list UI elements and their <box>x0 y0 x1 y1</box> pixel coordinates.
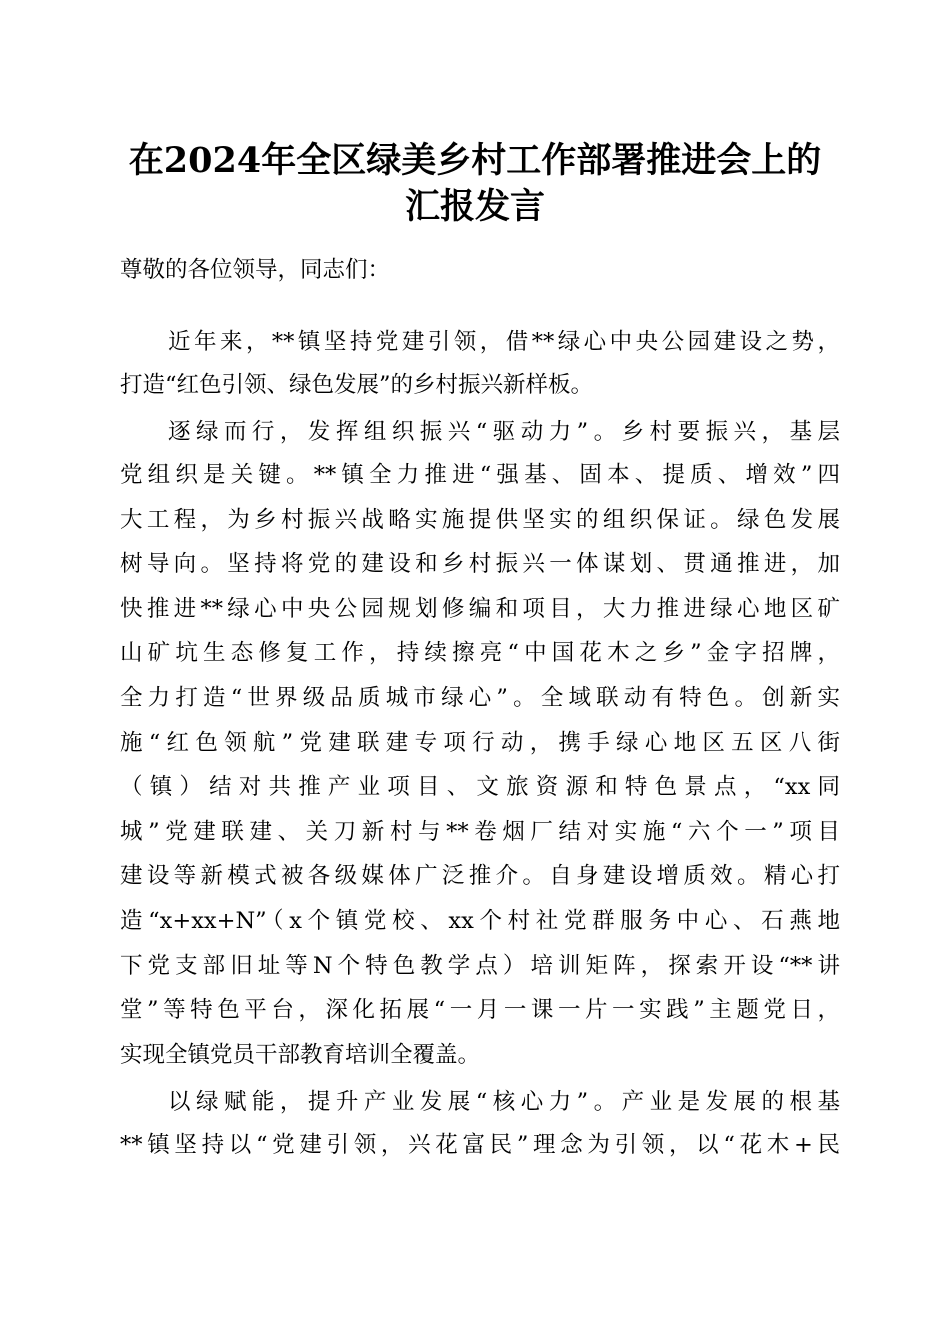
paragraph-1-line: 打造“红色引领、绿色发展”的乡村振兴新样板。 <box>120 372 594 398</box>
paragraph-2-line: 快推进**绿心中央公园规划修编和项目，大力推进绿心地区矿 <box>120 596 840 622</box>
paragraph-2-line: 党组织是关键。**镇全力推进“强基、固本、提质、增效”四 <box>120 462 840 488</box>
paragraph-3-line: **镇坚持以“党建引领，兴花富民”理念为引领，以“花木+民 <box>120 1132 840 1158</box>
paragraph-2-line: 下党支部旧址等N个特色教学点）培训矩阵，探索开设“**讲 <box>120 953 840 979</box>
paragraph-2-line: 造“x+xx+N”（x个镇党校、xx个村社党群服务中心、石燕地 <box>120 908 840 934</box>
paragraph-2-line: 堂”等特色平台，深化拓展“一月一课一片一实践”主题党日， <box>120 997 840 1023</box>
document-title-line-1: 在2024年全区绿美乡村工作部署推进会上的 <box>128 140 822 181</box>
paragraph-3-line: 以绿赋能，提升产业发展“核心力”。产业是发展的根基 <box>168 1089 840 1115</box>
paragraph-2-line: 实现全镇党员干部教育培训全覆盖。 <box>120 1042 481 1068</box>
salutation: 尊敬的各位领导，同志们： <box>120 257 391 283</box>
paragraph-2-line: 施“红色领航”党建联建专项行动，携手绿心地区五区八街 <box>120 730 840 756</box>
paragraph-2-line: （镇）结对共推产业项目、文旅资源和特色景点，“xx同 <box>120 774 840 800</box>
paragraph-1-line: 近年来，**镇坚持党建引领，借**绿心中央公园建设之势， <box>168 329 840 355</box>
paragraph-2-line: 全力打造“世界级品质城市绿心”。全域联动有特色。创新实 <box>120 685 840 711</box>
document-title-line-2: 汇报发言 <box>404 186 545 227</box>
paragraph-2-line: 大工程，为乡村振兴战略实施提供坚实的组织保证。绿色发展 <box>120 507 840 533</box>
paragraph-2-line: 城”党建联建、关刀新村与**卷烟厂结对实施“六个一”项目 <box>120 819 840 845</box>
paragraph-2-line: 逐绿而行，发挥组织振兴“驱动力”。乡村要振兴，基层 <box>168 419 840 445</box>
paragraph-2-line: 山矿坑生态修复工作，持续擦亮“中国花木之乡”金字招牌， <box>120 640 840 666</box>
paragraph-2-line: 建设等新模式被各级媒体广泛推介。自身建设增质效。精心打 <box>120 863 840 889</box>
paragraph-2-line: 树导向。坚持将党的建设和乡村振兴一体谋划、贯通推进，加 <box>120 551 840 577</box>
